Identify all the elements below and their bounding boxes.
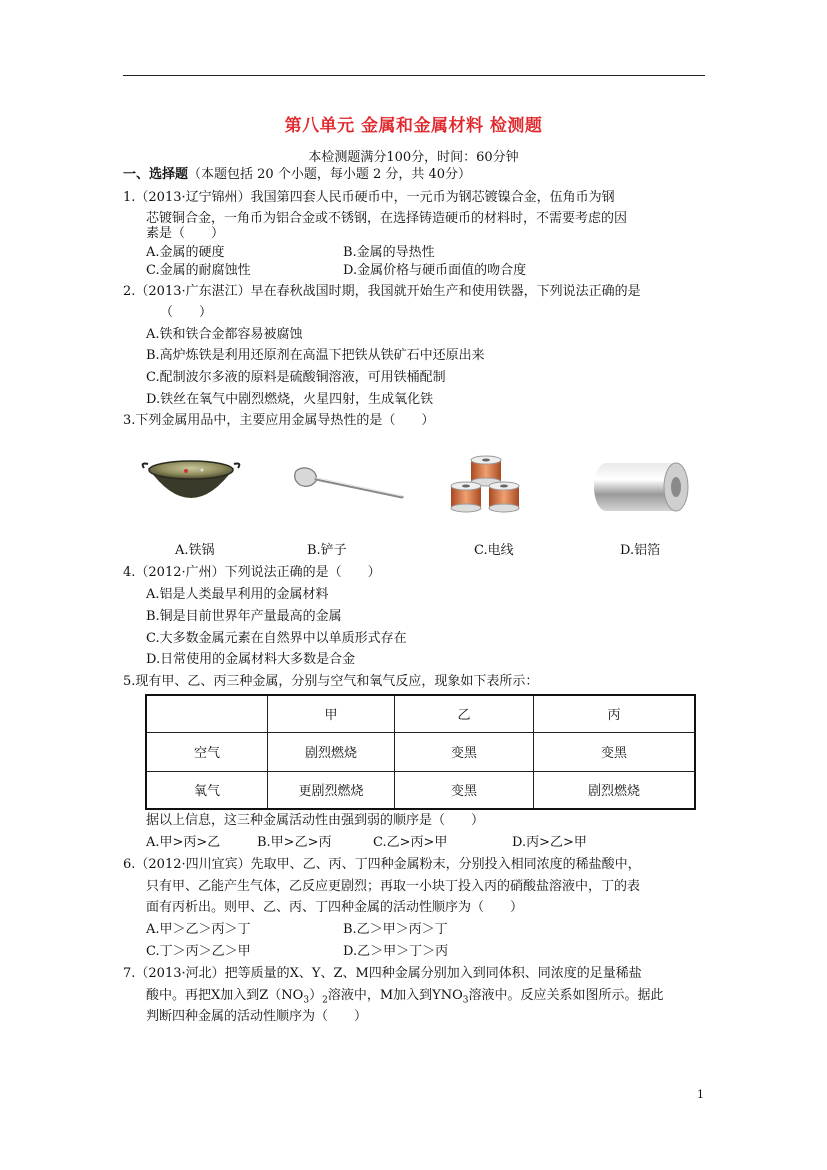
q1-option-c: C.金属的耐腐蚀性 bbox=[146, 263, 251, 278]
foil-roll-image bbox=[596, 461, 690, 513]
q7-line2 bbox=[146, 988, 664, 1009]
spatula-image bbox=[292, 463, 406, 505]
q6-line1: 6.（2012·四川宜宾）先取甲、乙、丙、丁四种金属粉末，分别投入相同浓度的稀盐酸中， bbox=[123, 857, 641, 872]
section-heading-label: 一、选择题 bbox=[123, 167, 189, 182]
q7-subscript: 2 bbox=[322, 995, 328, 1006]
q4-option-b: B.铜是目前世界年产量最高的金属 bbox=[146, 609, 342, 624]
q6-option-d: D.乙＞甲＞丁＞丙 bbox=[343, 944, 449, 959]
q7-line2-part3: 溶液中，M加入到YNO bbox=[327, 988, 463, 1003]
q5-option-a: A.甲>丙>乙 bbox=[146, 835, 221, 850]
q7-line3: 判断四种金属的活动性顺序为（ ） bbox=[146, 1009, 368, 1024]
q6-option-c: C.丁＞丙＞乙＞甲 bbox=[146, 944, 251, 959]
q7-line1: 7.（2013·河北）把等质量的X、Y、Z、M四种金属分别加入到同体积、同浓度的足量稀盐 bbox=[123, 966, 642, 981]
q4-line1: 4.（2012·广州）下列说法正确的是（ ） bbox=[123, 565, 381, 580]
q6-line3: 面有丙析出。则甲、乙、丙、丁四种金属的活动性顺序为（ ） bbox=[146, 900, 524, 915]
q6-option-b: B.乙＞甲＞丙＞丁 bbox=[343, 922, 448, 937]
section-heading bbox=[123, 167, 471, 183]
q5-table-header-cell bbox=[146, 695, 268, 732]
q3-line1: 3.下列金属用品中，主要应用金属导热性的是（ ） bbox=[123, 413, 435, 428]
wire-spools-image bbox=[449, 456, 523, 518]
q1-line1: 1.（2013·辽宁锦州）我国第四套人民币硬币中，一元币为钢芯镀镍合金，伍角币为钢 bbox=[123, 190, 615, 205]
q5-table-cell: 剧烈燃烧 bbox=[534, 771, 696, 809]
q2-option-c: C.配制波尔多液的原料是硫酸铜溶液，可用铁桶配制 bbox=[146, 370, 446, 385]
page-subtitle: 本检测题满分100分，时间：60分钟 bbox=[308, 150, 519, 165]
header-rule bbox=[123, 75, 705, 76]
q4-option-c: C.大多数金属元素在自然界中以单质形式存在 bbox=[146, 631, 407, 646]
q5-table-header-row bbox=[146, 695, 695, 732]
q3-option-a: A.铁锅 bbox=[175, 543, 215, 558]
q1-line3: 素是（ ） bbox=[146, 226, 225, 241]
q7-line2-part2: ） bbox=[309, 988, 323, 1003]
q5-table-cell: 变黑 bbox=[534, 732, 696, 771]
q7-subscript: 3 bbox=[462, 995, 469, 1006]
page-title: 第八单元 金属和金属材料 检测题 bbox=[284, 116, 543, 136]
page-number: 1 bbox=[697, 1088, 704, 1101]
q5-table-header-cell: 乙 bbox=[395, 695, 534, 732]
q7-line2-part1: 酸中。再把X加入到Z（NO bbox=[146, 988, 304, 1003]
q5-option-d: D.丙>乙>甲 bbox=[512, 835, 587, 850]
q6-option-a: A.甲＞乙＞丙＞丁 bbox=[146, 922, 251, 937]
q4-option-a: A.铝是人类最早利用的金属材料 bbox=[146, 587, 329, 602]
q5-table-header-cell: 甲 bbox=[268, 695, 395, 732]
q3-option-b: B.铲子 bbox=[307, 543, 347, 558]
q5-option-b: B.甲>乙>丙 bbox=[257, 835, 332, 850]
q5-table bbox=[145, 694, 696, 810]
q7-line2-part4: 溶液中。反应关系如图所示。据此 bbox=[468, 988, 664, 1003]
section-heading-note: （本题包括 20 个小题，每小题 2 分，共 40分） bbox=[188, 167, 472, 182]
table-row bbox=[146, 771, 695, 809]
q4-option-d: D.日常使用的金属材料大多数是合金 bbox=[146, 652, 356, 667]
wok-image bbox=[142, 458, 240, 508]
q1-option-b: B.金属的导热性 bbox=[343, 245, 435, 260]
q6-line2: 只有甲、乙能产生气体，乙反应更剧烈；再取一小块丁投入丙的硝酸盐溶液中，丁的表 bbox=[146, 879, 641, 894]
q1-option-d: D.金属价格与硬币面值的吻合度 bbox=[343, 263, 527, 278]
q5-table-cell: 更剧烈燃烧 bbox=[268, 771, 395, 809]
q5-option-c: C.乙>丙>甲 bbox=[373, 835, 448, 850]
table-row bbox=[146, 732, 695, 771]
q5-table-cell: 变黑 bbox=[395, 732, 534, 771]
q5-table-cell: 剧烈燃烧 bbox=[268, 732, 395, 771]
q2-line2: （ ） bbox=[160, 305, 213, 320]
q5-table-cell: 氧气 bbox=[146, 771, 268, 809]
q1-line2: 芯镀铜合金，一角币为铝合金或不锈钢，在选择铸造硬币的材料时，不需要考虑的因 bbox=[146, 211, 628, 226]
q2-option-a: A.铁和铁合金都容易被腐蚀 bbox=[146, 327, 303, 342]
q5-line2: 据以上信息，这三种金属活动性由强到弱的顺序是（ ） bbox=[146, 813, 485, 828]
q5-line1: 5.现有甲、乙、丙三种金属，分别与空气和氧气反应，现象如下表所示： bbox=[123, 674, 539, 689]
q7-subscript: 3 bbox=[303, 995, 310, 1006]
q2-line1: 2.（2013·广东湛江）早在春秋战国时期，我国就开始生产和使用铁器，下列说法正确的是 bbox=[123, 284, 641, 299]
q2-option-d: D.铁丝在氧气中剧烈燃烧，火星四射，生成氧化铁 bbox=[146, 392, 434, 407]
q5-table-cell: 变黑 bbox=[395, 771, 534, 809]
q2-option-b: B.高炉炼铁是利用还原剂在高温下把铁从铁矿石中还原出来 bbox=[146, 348, 485, 363]
q3-option-c: C.电线 bbox=[474, 543, 514, 558]
q5-table-cell: 空气 bbox=[146, 732, 268, 771]
q1-option-a: A.金属的硬度 bbox=[146, 245, 225, 260]
q3-option-d: D.铝箔 bbox=[620, 543, 661, 558]
q5-table-header-cell: 丙 bbox=[534, 695, 696, 732]
